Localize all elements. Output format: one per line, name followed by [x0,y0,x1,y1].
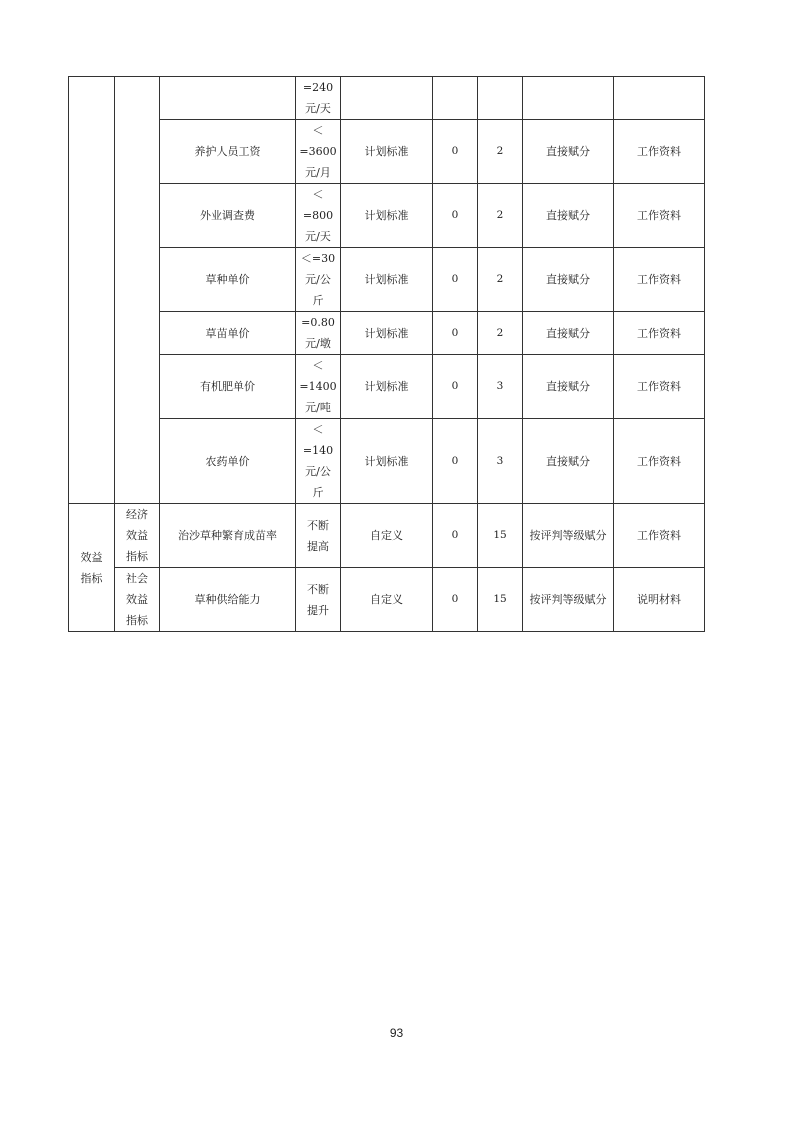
evidence-cell: 工作资料 [614,184,705,248]
table-row [69,77,705,120]
evidence-cell: 工作资料 [614,504,705,568]
indicator-name-cell: 有机肥单价 [160,355,296,419]
score-cell [478,77,523,120]
evidence-cell: 说明材料 [614,568,705,632]
benefit-category-cell: 效益 指标 [69,504,115,632]
indicator-name-cell: 草种单价 [160,248,296,312]
lower-limit-cell: 0 [433,504,478,568]
standard-basis-cell: 计划标准 [341,355,433,419]
table-row [69,419,705,504]
indicator-standard-cell: 不断 提升 [296,568,341,632]
indicator-name-cell: 外业调查费 [160,184,296,248]
subcategory-cell-continued [115,77,160,504]
indicator-standard-cell: =0.80 元/墩 [296,312,341,355]
indicator-standard-cell: ＜ =800 元/天 [296,184,341,248]
table-row [69,184,705,248]
indicator-name-cell: 农药单价 [160,419,296,504]
evidence-cell [614,77,705,120]
score-cell: 2 [478,248,523,312]
evidence-cell: 工作资料 [614,120,705,184]
score-cell: 3 [478,355,523,419]
category-cell-continued [69,77,115,504]
benefit-subcategory-cell: 经济 效益 指标 [115,504,160,568]
lower-limit-cell: 0 [433,355,478,419]
score-cell: 2 [478,120,523,184]
table-row [69,248,705,312]
standard-basis-cell: 计划标准 [341,184,433,248]
scoring-method-cell: 按评判等级赋分 [523,504,614,568]
lower-limit-cell: 0 [433,248,478,312]
indicator-standard-cell: ＜ =3600 元/月 [296,120,341,184]
indicator-name-cell: 治沙草种繁育成苗率 [160,504,296,568]
standard-basis-cell: 计划标准 [341,248,433,312]
scoring-method-cell: 按评判等级赋分 [523,568,614,632]
indicator-name-cell: 养护人员工资 [160,120,296,184]
indicator-standard-cell: ＜=30 元/公 斤 [296,248,341,312]
standard-basis-cell: 自定义 [341,504,433,568]
lower-limit-cell: 0 [433,568,478,632]
evidence-cell: 工作资料 [614,248,705,312]
scoring-method-cell [523,77,614,120]
score-cell: 3 [478,419,523,504]
performance-indicator-table [68,76,705,632]
scoring-method-cell: 直接赋分 [523,355,614,419]
table-row [69,504,705,568]
score-cell: 2 [478,184,523,248]
lower-limit-cell: 0 [433,419,478,504]
score-cell: 15 [478,568,523,632]
standard-basis-cell: 计划标准 [341,419,433,504]
table-row [69,355,705,419]
indicator-name-cell: 草苗单价 [160,312,296,355]
evidence-cell: 工作资料 [614,355,705,419]
lower-limit-cell: 0 [433,184,478,248]
benefit-subcategory-cell: 社会 效益 指标 [115,568,160,632]
table-row [69,568,705,632]
scoring-method-cell: 直接赋分 [523,312,614,355]
standard-basis-cell: 计划标准 [341,120,433,184]
scoring-method-cell: 直接赋分 [523,120,614,184]
score-cell: 15 [478,504,523,568]
table-row [69,120,705,184]
indicator-standard-cell: ＜ =140 元/公 斤 [296,419,341,504]
indicator-standard-cell: 不断 提高 [296,504,341,568]
indicator-standard-cell: ＜ =1400 元/吨 [296,355,341,419]
standard-basis-cell: 自定义 [341,568,433,632]
scoring-method-cell: 直接赋分 [523,419,614,504]
standard-basis-cell: 计划标准 [341,312,433,355]
evidence-cell: 工作资料 [614,312,705,355]
lower-limit-cell [433,77,478,120]
standard-basis-cell [341,77,433,120]
indicator-name-cell: 草种供给能力 [160,568,296,632]
indicator-standard-cell: =240 元/天 [296,77,341,120]
score-cell: 2 [478,312,523,355]
scoring-method-cell: 直接赋分 [523,248,614,312]
page-number: 93 [389,1026,404,1040]
lower-limit-cell: 0 [433,312,478,355]
lower-limit-cell: 0 [433,120,478,184]
evidence-cell: 工作资料 [614,419,705,504]
indicator-name-cell [160,77,296,120]
table-row [69,312,705,355]
scoring-method-cell: 直接赋分 [523,184,614,248]
